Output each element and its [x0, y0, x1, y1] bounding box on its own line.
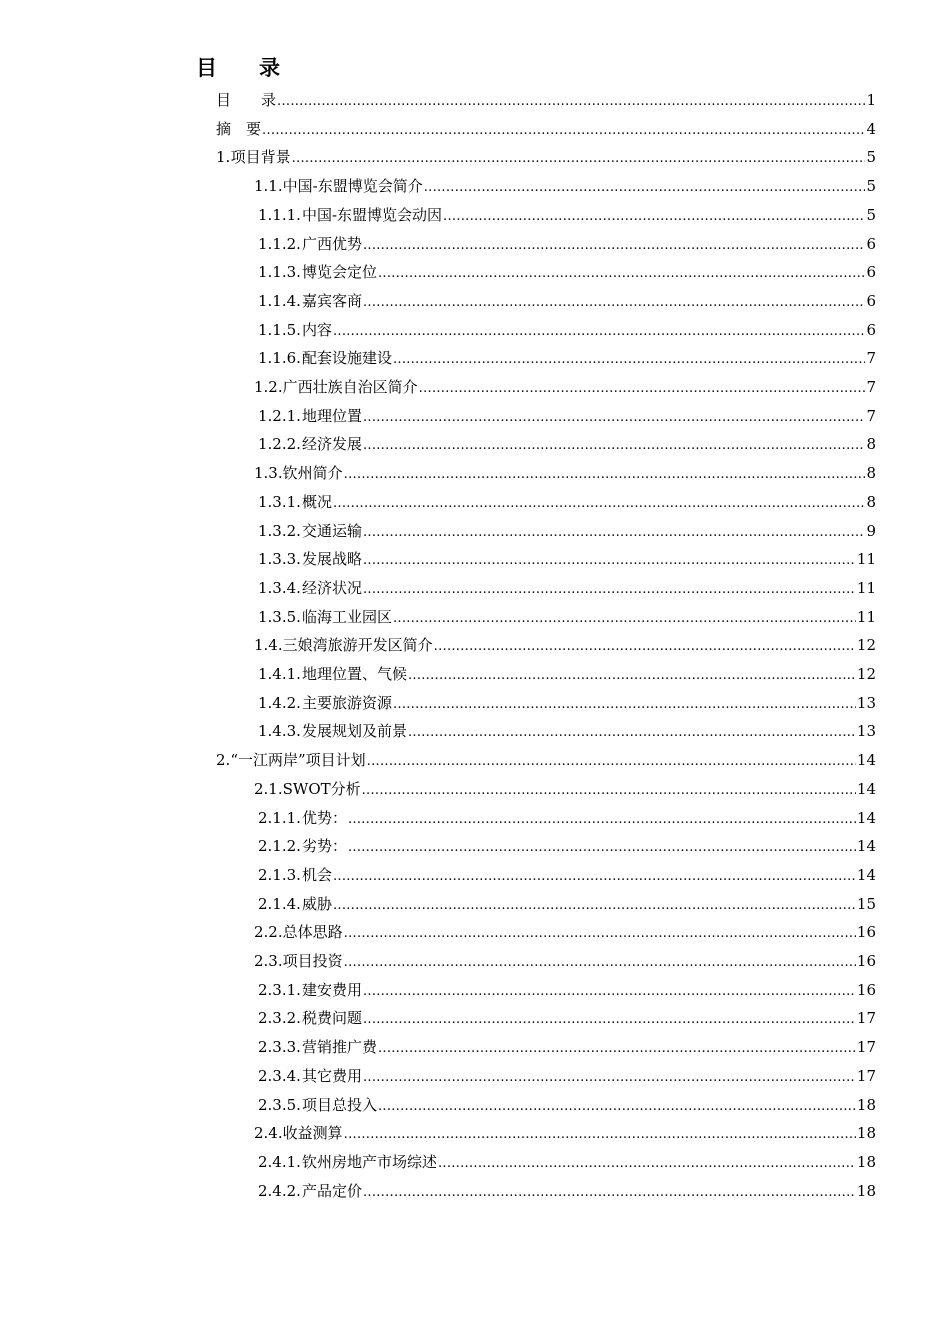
toc-entry-number: 1.1.6. [258, 349, 301, 368]
toc-entry-page: 16 [856, 952, 876, 970]
toc-entry-label: 广西壮族自治区简介 [282, 378, 418, 396]
toc-leader-dots [363, 1179, 856, 1207]
toc-entry-label: 经济状况 [301, 578, 362, 597]
toc-entry-page: 11 [856, 607, 876, 626]
toc-entry-page: 8 [866, 464, 876, 483]
toc-leader-dots [363, 978, 856, 1006]
toc-leader-dots [277, 88, 865, 116]
toc-entry[interactable] [258, 287, 876, 315]
toc-entry-number: 1.4. [254, 636, 283, 655]
toc-entry-label: 中国-东盟博览会动因 [301, 205, 443, 224]
toc-entry[interactable] [254, 947, 876, 975]
toc-entry-number: 1.3.1. [258, 492, 301, 511]
toc-entry[interactable] [254, 631, 876, 659]
toc-entry[interactable] [258, 603, 876, 631]
toc-leader-dots [344, 949, 856, 977]
toc-entry-page: 6 [866, 263, 876, 282]
toc-leader-dots [363, 289, 866, 317]
toc-entry-page: 6 [866, 320, 876, 339]
toc-entry-page: 1 [866, 91, 876, 109]
toc-entry[interactable] [258, 804, 876, 832]
toc-entry-label: 产品定价 [301, 1181, 362, 1200]
toc-entry-page: 13 [856, 693, 876, 712]
toc-entry-label: 发展规划及前景 [301, 722, 407, 741]
toc-entry-number: 1.2.1. [258, 406, 301, 425]
toc-entry[interactable] [258, 976, 876, 1004]
toc-entry-number: 2.3.4. [258, 1066, 301, 1085]
toc-entry-label: 总体思路 [282, 923, 343, 942]
toc-entry-page: 5 [866, 205, 876, 224]
toc-entry-label: 三娘湾旅游开发区简介 [282, 636, 433, 655]
toc-entry-label: 营销推广费 [301, 1038, 377, 1057]
toc-leader-dots [434, 633, 856, 661]
toc-entry-label: 嘉宾客商 [301, 291, 362, 310]
toc-entry-page: 9 [866, 521, 876, 540]
toc-entry[interactable] [258, 430, 876, 458]
toc-entry[interactable] [254, 1119, 876, 1147]
toc-leader-dots [443, 203, 865, 231]
toc-entry[interactable] [216, 86, 876, 114]
toc-entry-number: 2.2. [254, 923, 283, 942]
toc-entry[interactable] [254, 459, 876, 487]
toc-entry-label: 优势： [301, 808, 347, 827]
toc-entry-label: 威胁 [301, 894, 332, 913]
toc-entry-label: 发展战略 [301, 550, 362, 569]
toc-entry-label: 劣势： [301, 837, 347, 856]
toc-leader-dots [363, 576, 856, 604]
toc-entry-label: 主要旅游资源 [301, 693, 392, 712]
toc-entry-number: 1.3.5. [258, 607, 301, 626]
toc-entry[interactable] [254, 775, 876, 803]
toc-entry-number: 1.3.2. [258, 521, 301, 540]
toc-leader-dots [408, 662, 856, 690]
toc-entry-label: 项目背景 [230, 148, 291, 167]
toc-leader-dots [363, 404, 866, 432]
toc-entry-number: 2.4. [254, 1124, 283, 1143]
toc-leader-dots [333, 863, 856, 891]
toc-leader-dots [362, 777, 856, 805]
toc-entry-label: 经济发展 [301, 435, 362, 454]
toc-leader-dots [344, 920, 856, 948]
toc-entry-label: 钦州简介 [282, 464, 343, 483]
toc-entry[interactable] [258, 258, 876, 286]
toc-entry-page: 16 [856, 980, 876, 999]
toc-entry-label: 博览会定位 [301, 263, 377, 282]
toc-entry-label: 配套设施建设 [301, 349, 392, 368]
toc-entry[interactable] [258, 832, 876, 860]
toc-entry-label: 收益测算 [282, 1124, 343, 1143]
toc-entry-number: 1.3.4. [258, 578, 301, 597]
toc-leader-dots [344, 1121, 856, 1149]
toc-entry[interactable] [258, 890, 876, 918]
toc-entry[interactable] [258, 230, 876, 258]
toc-entry-number: 1.2.2. [258, 435, 301, 454]
toc-entry-number: 2.4.1. [258, 1152, 301, 1171]
toc-entry-label: SWOT分析 [282, 779, 361, 798]
toc-entry-page: 7 [866, 378, 876, 396]
toc-leader-dots [333, 318, 866, 346]
toc-entry-number: 1.4.3. [258, 722, 301, 741]
toc-entry-page: 11 [856, 550, 876, 569]
toc-entry-number: 2.3.2. [258, 1009, 301, 1028]
toc-entry-number: 1.1.3. [258, 263, 301, 282]
toc-entry-number: 1.3. [254, 464, 283, 483]
toc-entry-number: 1.4.1. [258, 665, 301, 683]
toc-entry-label: 地理位置 [301, 406, 362, 425]
toc-entry[interactable] [258, 660, 876, 688]
toc-entry-page: 13 [856, 722, 876, 741]
toc-entry[interactable] [254, 918, 876, 946]
toc-leader-dots [333, 490, 866, 518]
toc-entry-page: 5 [866, 177, 876, 196]
toc-entry[interactable] [254, 172, 876, 200]
toc-leader-dots [363, 519, 866, 547]
toc-leader-dots [363, 432, 866, 460]
toc-entry-page: 7 [866, 349, 876, 368]
toc-entry-number: 1.1.4. [258, 291, 301, 310]
toc-leader-dots [393, 346, 866, 374]
toc-entry[interactable] [254, 373, 876, 401]
toc-leader-dots [363, 232, 866, 260]
toc-entry[interactable] [258, 201, 876, 229]
toc-leader-dots [348, 834, 856, 862]
toc-entry-page: 7 [866, 406, 876, 425]
toc-entry-label: 摘 要 [216, 119, 262, 138]
toc-entry-label: 项目投资 [282, 952, 343, 970]
toc-entry-page: 14 [856, 865, 876, 884]
toc-entry[interactable] [258, 861, 876, 889]
toc-entry-number: 1.3.3. [258, 550, 301, 569]
toc-leader-dots [419, 375, 866, 403]
toc-entry-number: 1.4.2. [258, 693, 301, 712]
toc-leader-dots [262, 117, 865, 145]
toc-entry-number: 2.1.1. [258, 808, 301, 827]
toc-entry[interactable] [216, 746, 876, 774]
toc-entry-page: 14 [856, 779, 876, 798]
toc-entry-number: 2.1.2. [258, 837, 301, 856]
toc-entry[interactable] [258, 488, 876, 516]
toc-entry-label: 机会 [301, 865, 332, 884]
toc-entry-label: 概况 [301, 492, 332, 511]
toc-entry-label: 建安费用 [301, 980, 362, 999]
toc-entry-page: 17 [856, 1038, 876, 1057]
toc-entry-number: 1.1.5. [258, 320, 301, 339]
toc-entry-number: 2.3.3. [258, 1038, 301, 1057]
toc-entry-label: 地理位置、气候 [301, 665, 407, 683]
toc-entry[interactable] [258, 545, 876, 573]
toc-leader-dots [367, 748, 856, 776]
toc-leader-dots [378, 1093, 856, 1121]
toc-leader-dots [378, 260, 866, 288]
toc-entry-page: 8 [866, 435, 876, 454]
toc-entry-number: 1.1.1. [258, 205, 301, 224]
toc-leader-dots [344, 461, 866, 489]
toc-entry[interactable] [258, 1033, 876, 1061]
toc-entry[interactable] [216, 115, 876, 143]
toc-entry-page: 18 [856, 1152, 876, 1171]
toc-entry[interactable] [216, 143, 876, 171]
toc-entry-label: 钦州房地产市场综述 [301, 1152, 437, 1171]
toc-entry-number: 1.1.2. [258, 234, 301, 253]
toc-entry[interactable] [258, 717, 876, 745]
toc-entry[interactable] [258, 517, 876, 545]
toc-entry[interactable] [258, 1091, 876, 1119]
toc-entry[interactable] [258, 574, 876, 602]
toc-leader-dots [292, 145, 866, 173]
toc-entry-number: 2.1.4. [258, 894, 301, 913]
toc-entry-page: 17 [856, 1009, 876, 1028]
toc-entry-number: 2.3.1. [258, 980, 301, 999]
toc-entry-number: 1. [216, 148, 231, 167]
toc-entry-label: 税费问题 [301, 1009, 362, 1028]
toc-entry-page: 5 [866, 148, 876, 167]
toc-entry[interactable] [258, 1004, 876, 1032]
toc-entry[interactable] [258, 1177, 876, 1205]
toc-leader-dots [378, 1035, 856, 1063]
toc-entry-page: 16 [856, 923, 876, 942]
toc-entry-page: 14 [856, 751, 876, 770]
toc-entry-label: 其它费用 [301, 1066, 362, 1085]
toc-leader-dots [438, 1150, 856, 1178]
toc-entry[interactable] [258, 402, 876, 430]
toc-heading: 目 录 [196, 55, 280, 80]
toc-entry-label: 项目总投入 [301, 1095, 377, 1114]
toc-leader-dots [363, 1006, 856, 1034]
toc-entry[interactable] [258, 689, 876, 717]
toc-entry-label: “一江两岸”项目计划 [230, 751, 366, 770]
toc-leader-dots [393, 691, 856, 719]
toc-entry-page: 4 [866, 119, 876, 138]
toc-entry-page: 8 [866, 492, 876, 511]
toc-entry-page: 11 [856, 578, 876, 597]
toc-entry-number: 2.3.5. [258, 1095, 301, 1114]
toc-entry[interactable] [258, 344, 876, 372]
toc-entry-page: 6 [866, 234, 876, 253]
toc-entry-label: 临海工业园区 [301, 607, 392, 626]
toc-entry-number: 1.1. [254, 177, 283, 196]
toc-leader-dots [393, 605, 856, 633]
toc-entry-number: 2.1. [254, 779, 283, 798]
toc-entry-page: 15 [856, 894, 876, 913]
toc-leader-dots [333, 892, 856, 920]
toc-entry-page: 18 [856, 1124, 876, 1143]
toc-entry-label: 内容 [301, 320, 332, 339]
toc-leader-dots [424, 174, 866, 202]
toc-entry-page: 18 [856, 1181, 876, 1200]
toc-entry[interactable] [258, 316, 876, 344]
toc-entry-page: 18 [856, 1095, 876, 1114]
toc-leader-dots [363, 1064, 856, 1092]
toc-entry-number: 2.1.3. [258, 865, 301, 884]
toc-entry-number: 2.3. [254, 952, 283, 970]
toc-entry[interactable] [258, 1148, 876, 1176]
toc-leader-dots [348, 806, 856, 834]
toc-entry-page: 17 [856, 1066, 876, 1085]
toc-entry-page: 12 [856, 665, 876, 683]
toc-entry-label: 广西优势 [301, 234, 362, 253]
toc-entry-page: 6 [866, 291, 876, 310]
toc-leader-dots [363, 547, 856, 575]
toc-entry-page: 14 [856, 808, 876, 827]
toc-entry-label: 交通运输 [301, 521, 362, 540]
toc-entry-page: 14 [856, 837, 876, 856]
toc-entry-label: 目 录 [216, 91, 277, 109]
toc-entry-number: 2.4.2. [258, 1181, 301, 1200]
toc-entry-label: 中国-东盟博览会简介 [282, 177, 423, 196]
toc-entry[interactable] [258, 1062, 876, 1090]
toc-entry-number: 1.2. [254, 378, 283, 396]
toc-entry-page: 12 [856, 636, 876, 655]
toc-entry-number: 2. [216, 751, 231, 770]
toc-leader-dots [408, 719, 856, 747]
